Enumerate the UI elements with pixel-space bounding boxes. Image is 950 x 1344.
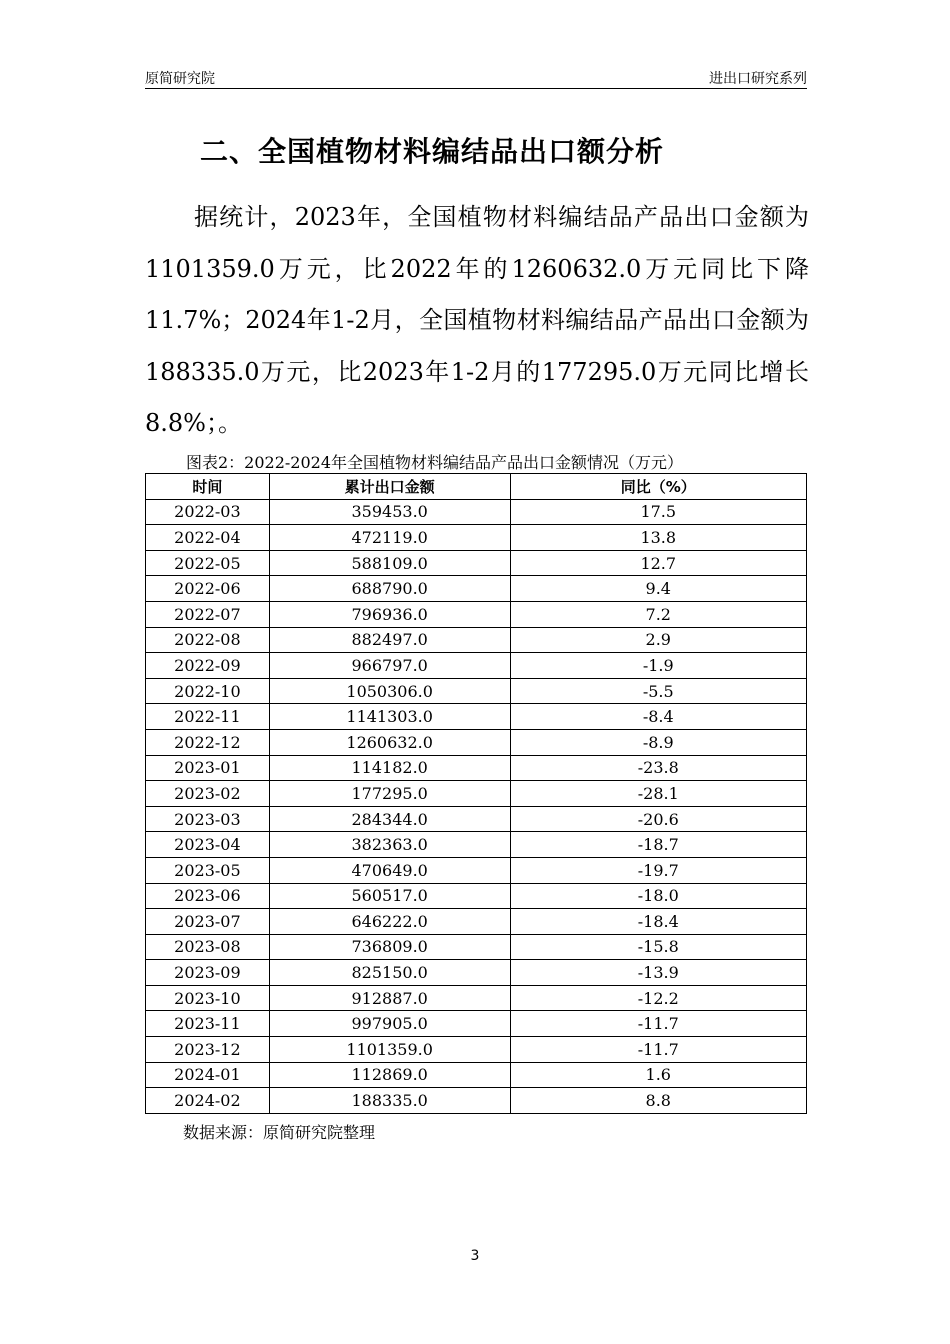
cell-cumulative-amount: 912887.0 (269, 985, 510, 1011)
table-row (146, 857, 807, 883)
cell-yoy: 8.8 (510, 1088, 807, 1114)
table-row (146, 678, 807, 704)
table-row (146, 755, 807, 781)
cell-time: 2022-10 (146, 678, 270, 704)
table-row (146, 525, 807, 551)
cell-cumulative-amount: 112869.0 (269, 1062, 510, 1088)
export-data-table (145, 473, 807, 1114)
cell-yoy: -23.8 (510, 755, 807, 781)
section-title: 二、全国植物材料编结品出口额分析 (200, 135, 665, 168)
table-row (146, 653, 807, 679)
cell-time: 2023-10 (146, 985, 270, 1011)
cell-yoy: -18.7 (510, 832, 807, 858)
cell-yoy: 12.7 (510, 550, 807, 576)
cell-time: 2023-04 (146, 832, 270, 858)
cell-cumulative-amount: 646222.0 (269, 909, 510, 935)
table-row (146, 1037, 807, 1063)
header-series-name: 进出口研究系列 (709, 71, 807, 87)
header-cumulative-amount: 累计出口金额 (269, 474, 510, 500)
cell-yoy: -13.9 (510, 960, 807, 986)
cell-time: 2022-06 (146, 576, 270, 602)
table-row (146, 781, 807, 807)
cell-time: 2022-03 (146, 499, 270, 525)
cell-cumulative-amount: 1141303.0 (269, 704, 510, 730)
cell-cumulative-amount: 1101359.0 (269, 1037, 510, 1063)
cell-cumulative-amount: 825150.0 (269, 960, 510, 986)
cell-time: 2023-05 (146, 857, 270, 883)
page-header (145, 66, 807, 89)
cell-cumulative-amount: 472119.0 (269, 525, 510, 551)
cell-time: 2022-11 (146, 704, 270, 730)
cell-time: 2023-12 (146, 1037, 270, 1063)
table-row (146, 985, 807, 1011)
table-row (146, 576, 807, 602)
cell-yoy: 2.9 (510, 627, 807, 653)
table-row (146, 627, 807, 653)
cell-cumulative-amount: 736809.0 (269, 934, 510, 960)
cell-time: 2023-07 (146, 909, 270, 935)
cell-yoy: -8.4 (510, 704, 807, 730)
cell-cumulative-amount: 1260632.0 (269, 729, 510, 755)
cell-time: 2023-01 (146, 755, 270, 781)
cell-cumulative-amount: 284344.0 (269, 806, 510, 832)
cell-yoy: 9.4 (510, 576, 807, 602)
table-row (146, 832, 807, 858)
cell-time: 2022-07 (146, 601, 270, 627)
cell-yoy: -18.4 (510, 909, 807, 935)
header-time: 时间 (146, 474, 270, 500)
table-row (146, 499, 807, 525)
cell-time: 2023-03 (146, 806, 270, 832)
table-row (146, 806, 807, 832)
cell-time: 2022-08 (146, 627, 270, 653)
table-header-row (146, 474, 807, 500)
cell-time: 2023-11 (146, 1011, 270, 1037)
cell-cumulative-amount: 359453.0 (269, 499, 510, 525)
cell-time: 2023-02 (146, 781, 270, 807)
table-caption: 图表2：2022-2024年全国植物材料编结品产品出口金额情况（万元） (186, 453, 684, 472)
cell-yoy: -28.1 (510, 781, 807, 807)
header-org-name: 原简研究院 (145, 71, 215, 87)
cell-time: 2022-04 (146, 525, 270, 551)
cell-cumulative-amount: 966797.0 (269, 653, 510, 679)
cell-cumulative-amount: 177295.0 (269, 781, 510, 807)
cell-cumulative-amount: 114182.0 (269, 755, 510, 781)
cell-time: 2024-01 (146, 1062, 270, 1088)
cell-cumulative-amount: 688790.0 (269, 576, 510, 602)
header-yoy: 同比（%） (510, 474, 807, 500)
cell-yoy: 1.6 (510, 1062, 807, 1088)
page-number: 3 (470, 1248, 480, 1264)
table-row (146, 909, 807, 935)
table-row (146, 704, 807, 730)
cell-time: 2023-08 (146, 934, 270, 960)
cell-yoy: -8.9 (510, 729, 807, 755)
cell-cumulative-amount: 560517.0 (269, 883, 510, 909)
cell-yoy: 17.5 (510, 499, 807, 525)
cell-time: 2023-09 (146, 960, 270, 986)
cell-cumulative-amount: 470649.0 (269, 857, 510, 883)
cell-yoy: 13.8 (510, 525, 807, 551)
table-row (146, 960, 807, 986)
cell-cumulative-amount: 382363.0 (269, 832, 510, 858)
cell-cumulative-amount: 188335.0 (269, 1088, 510, 1114)
cell-yoy: -1.9 (510, 653, 807, 679)
cell-cumulative-amount: 796936.0 (269, 601, 510, 627)
cell-cumulative-amount: 997905.0 (269, 1011, 510, 1037)
cell-time: 2022-12 (146, 729, 270, 755)
table-row (146, 1011, 807, 1037)
cell-yoy: -5.5 (510, 678, 807, 704)
cell-yoy: -12.2 (510, 985, 807, 1011)
table-row (146, 1088, 807, 1114)
cell-time: 2024-02 (146, 1088, 270, 1114)
cell-yoy: -15.8 (510, 934, 807, 960)
cell-yoy: 7.2 (510, 601, 807, 627)
cell-time: 2022-09 (146, 653, 270, 679)
table-row (146, 883, 807, 909)
table-row (146, 934, 807, 960)
cell-cumulative-amount: 588109.0 (269, 550, 510, 576)
cell-time: 2023-06 (146, 883, 270, 909)
cell-yoy: -20.6 (510, 806, 807, 832)
table-row (146, 1062, 807, 1088)
cell-yoy: -11.7 (510, 1011, 807, 1037)
table-row (146, 601, 807, 627)
table-row (146, 729, 807, 755)
cell-yoy: -18.0 (510, 883, 807, 909)
body-paragraph: 据统计，2023年，全国植物材料编结品产品出口金额为1101359.0万元，比2022年的1260632.0万元同比下降11.7%；2024年1-2月，全国植物材料编结品产品出口金额为188335.0万元，比2023年1-2月的177295.0万元同比增长8.8%；。 (145, 203, 809, 437)
data-source-note: 数据来源：原简研究院整理 (183, 1123, 376, 1142)
cell-time: 2022-05 (146, 550, 270, 576)
cell-cumulative-amount: 1050306.0 (269, 678, 510, 704)
table-row (146, 550, 807, 576)
cell-yoy: -11.7 (510, 1037, 807, 1063)
cell-yoy: -19.7 (510, 857, 807, 883)
cell-cumulative-amount: 882497.0 (269, 627, 510, 653)
